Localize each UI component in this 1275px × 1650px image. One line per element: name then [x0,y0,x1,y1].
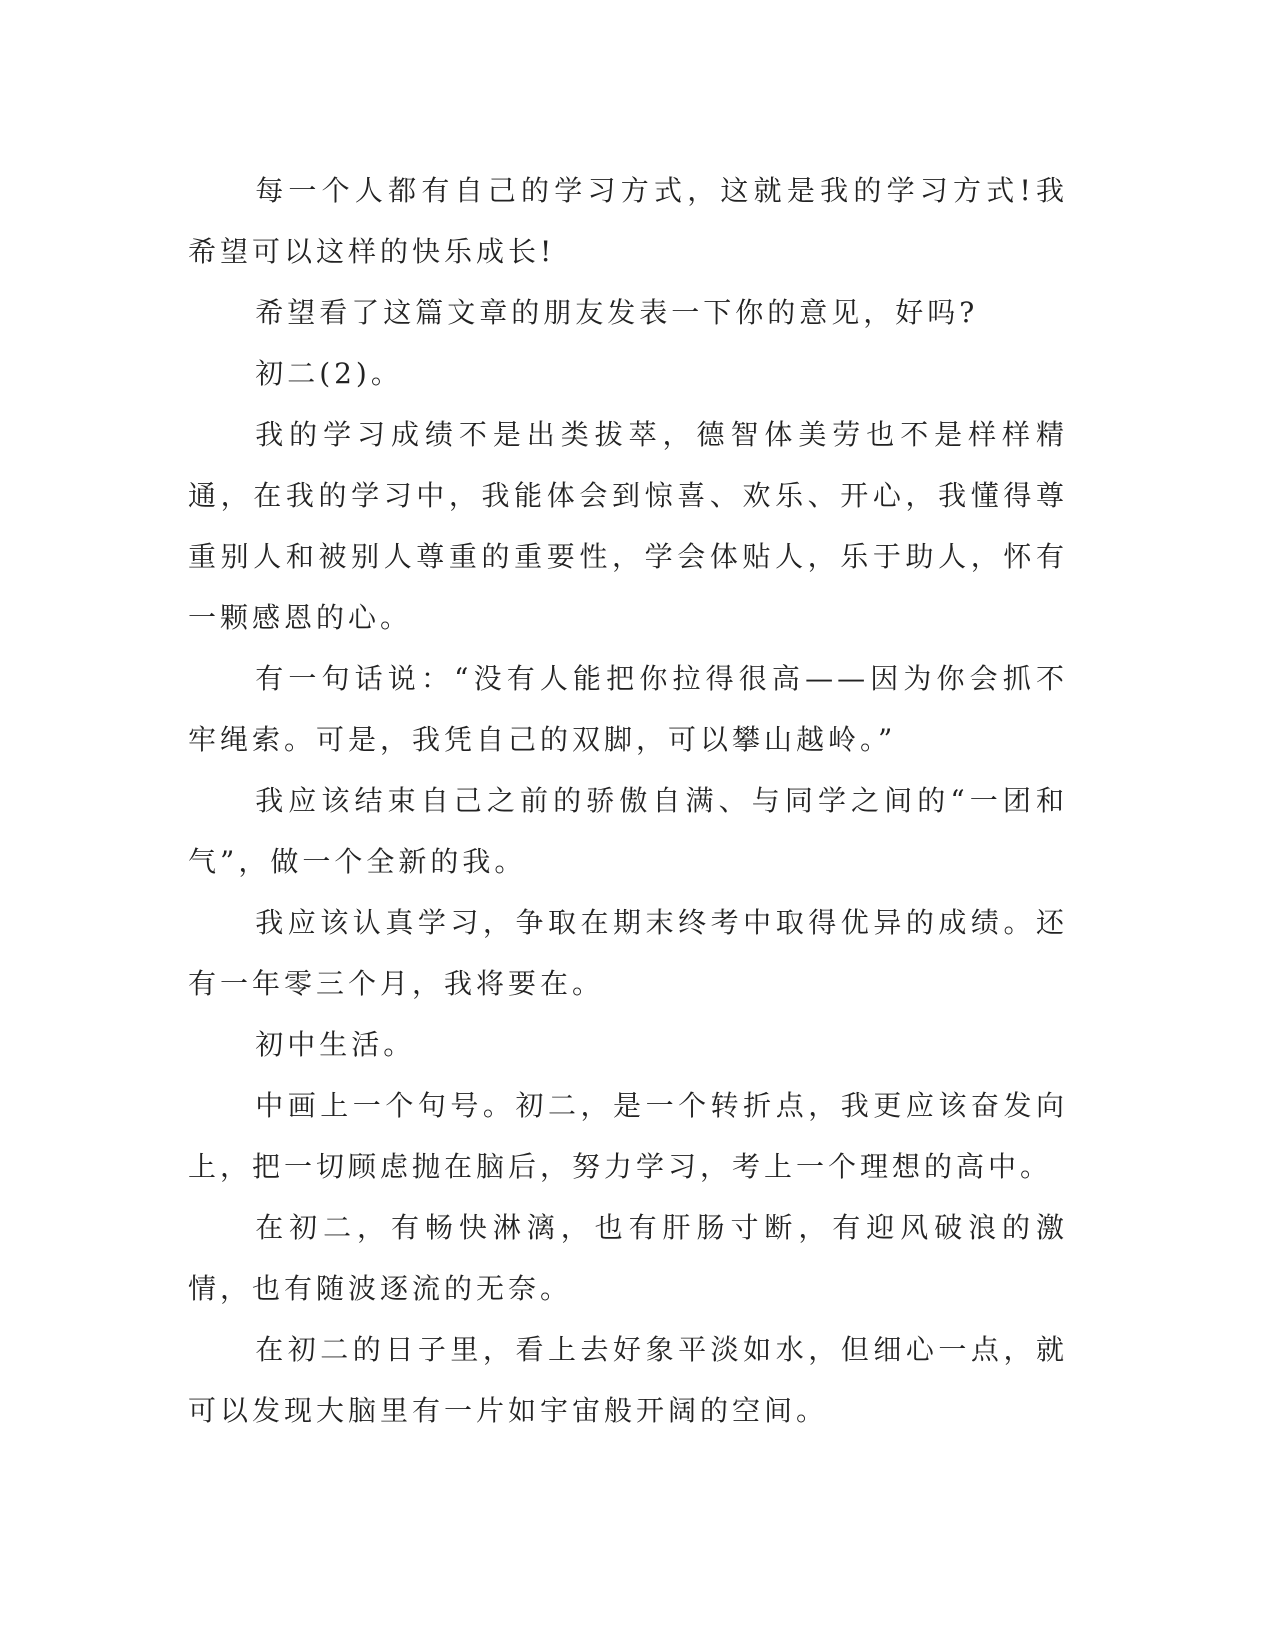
paragraph: 我的学习成绩不是出类拔萃，德智体美劳也不是样样精通，在我的学习中，我能体会到惊喜、欢乐、开心，我懂得尊重别人和被别人尊重的重要性，学会体贴人，乐于助人，怀有一颗感恩的心。 [188,418,1068,634]
paragraph: 在初二的日子里，看上去好象平淡如水，但细心一点，就可以发现大脑里有一片如宇宙般开阔的空间。 [188,1333,1068,1427]
document-body [188,160,1068,1441]
paragraph: 中画上一个句号。初二，是一个转折点，我更应该奋发向上，把一切顾虑抛在脑后，努力学习，考上一个理想的高中。 [188,1089,1068,1183]
paragraph: 初中生活。 [255,1028,416,1061]
paragraph: 每一个人都有自己的学习方式，这就是我的学习方式!我希望可以这样的快乐成长! [188,174,1068,268]
paragraph: 我应该结束自己之前的骄傲自满、与同学之间的“一团和气”，做一个全新的我。 [188,784,1068,878]
paragraph: 我应该认真学习，争取在期末终考中取得优异的成绩。还有一年零三个月，我将要在。 [188,906,1068,1000]
paragraph: 有一句话说：“没有人能把你拉得很高——因为你会抓不牢绳索。可是，我凭自己的双脚，可以攀山越岭。” [188,662,1068,756]
paragraph: 在初二，有畅快淋漓，也有肝肠寸断，有迎风破浪的激情，也有随波逐流的无奈。 [188,1211,1068,1305]
paragraph: 初二(2)。 [255,357,403,390]
paragraph: 希望看了这篇文章的朋友发表一下你的意见，好吗? [255,296,979,329]
